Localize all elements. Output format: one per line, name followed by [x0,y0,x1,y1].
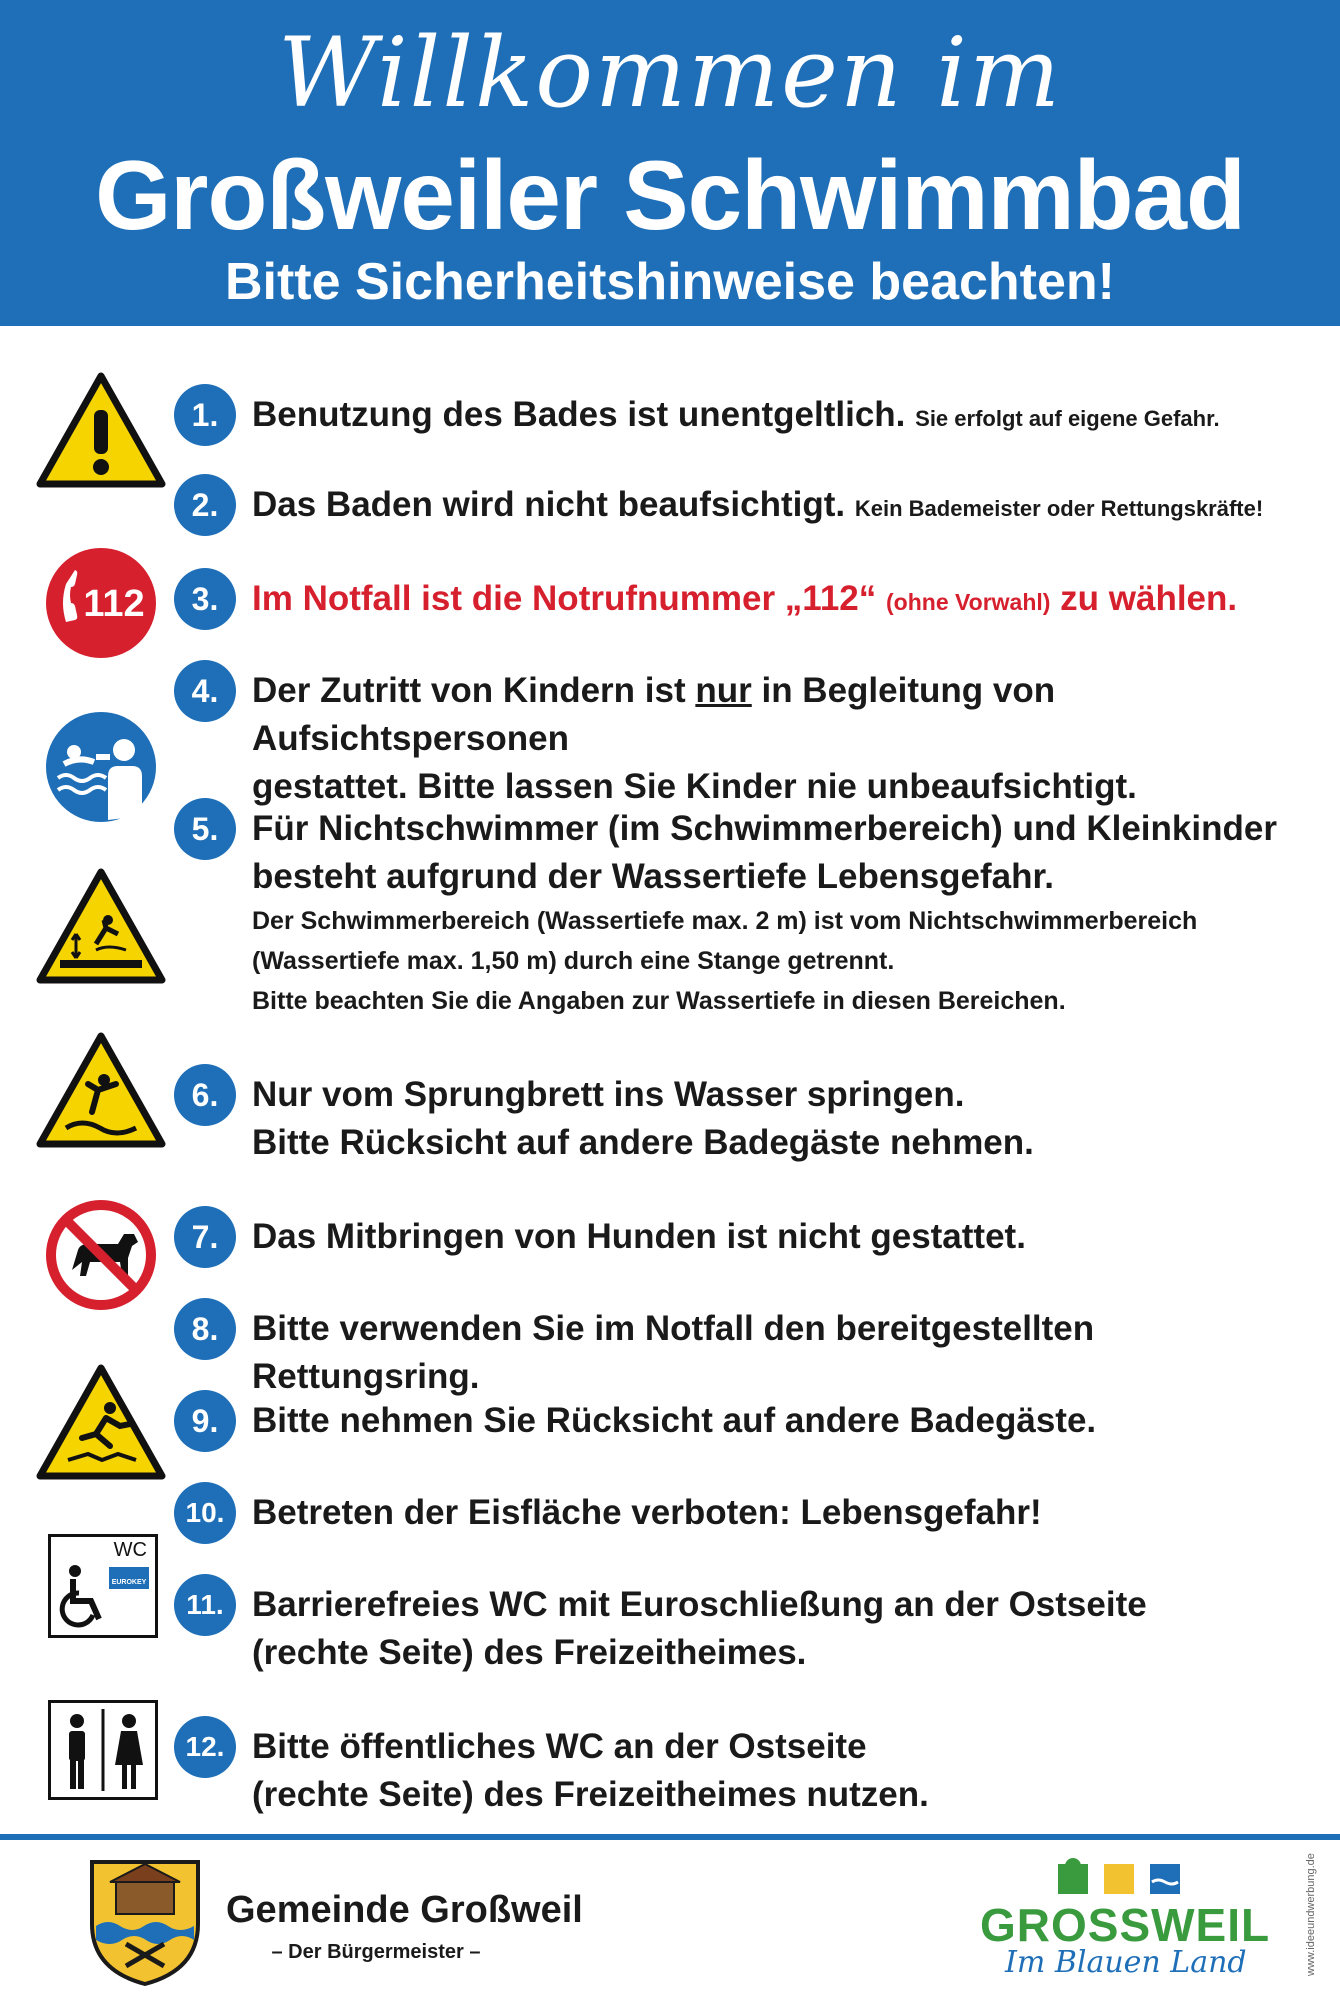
page-title: Großweiler Schwimmbad [95,140,1245,250]
mayor-label: – Der Bürgermeister – [271,1941,481,1963]
rule-number-badge: 4. [174,660,236,722]
rule-text: Für Nichtschwimmer (im Schwimmerbereich) und Kleinkinder besteht aufgrund der Wassertiefe Lebensgefahr. Der Schwimmerbereich (Wassertiefe max. 2 m) ist vom Nichtschwimmerbereich (Wassertiefe max. 1,50 m) durch eine Stange getrennt. Bitte beachten Sie die Angaben zur Wassertiefe in diesen Bereichen. [252,805,1322,1021]
rule-number-badge: 11. [174,1574,236,1636]
no-dogs-icon [44,1198,158,1312]
rule-text: Der Zutritt von Kindern ist nur in Begleitung von Aufsichtspersonen gestattet. Bitte lassen Sie Kinder nie unbeaufsichtigt. [252,671,1137,806]
rule-number-badge: 10. [174,1482,236,1544]
rule-number-badge: 3. [174,568,236,630]
rule-number-badge: 2. [174,474,236,536]
rule-number-badge: 6. [174,1064,236,1126]
welcome-script-title: Willkommen im [277,17,1062,129]
emergency-phone-icon [44,546,158,660]
diving-warning-icon [36,1032,166,1148]
emergency-rule-text: Im Notfall ist die Notrufnummer „112“ (ohne Vorwahl) zu wählen. [252,579,1238,618]
rule-text: Nur vom Sprungbrett ins Wasser springen. Bitte Rücksicht auf andere Badegäste nehmen. [252,1075,1034,1162]
rule-text: Das Mitbringen von Hunden ist nicht gestattet. [252,1217,1026,1256]
footer-divider [0,1834,1340,1840]
rule-text: Das Baden wird nicht beaufsichtigt. Kein Bademeister oder Rettungskräfte! [252,485,1264,524]
header-banner [0,0,1340,326]
town-logo-text: GROSSWEIL [980,1899,1271,1951]
coat-of-arms-icon [86,1856,204,1988]
child-supervision-icon [44,710,158,824]
general-warning-icon [36,372,166,488]
rule-note: Der Schwimmerbereich (Wassertiefe max. 2 m) ist vom Nichtschwimmerbereich [252,907,1198,935]
man-woman-toilet-icon [51,1703,155,1797]
slippery-fall-warning-icon [36,1364,166,1480]
rule-note: (Wassertiefe max. 1,50 m) durch eine Stange getrennt. [252,947,895,975]
public-wc-sign [48,1700,158,1800]
agency-credit: www.ideeundwerbung.de [1305,1853,1317,1977]
rule-text: Benutzung des Bades ist unentgeltlich. Sie erfolgt auf eigene Gefahr. [252,395,1220,434]
rule-text: Bitte öffentliches WC an der Ostseite (rechte Seite) des Freizeitheimes nutzen. [252,1727,929,1814]
water-depth-warning-icon [36,868,166,984]
rule-number-badge: 12. [174,1716,236,1778]
municipality-name: Gemeinde Großweil [226,1889,583,1931]
page-subtitle: Bitte Sicherheitshinweise beachten! [224,253,1116,311]
town-logo-tagline: Im Blauen Land [1005,1945,1247,1980]
rule-text: Barrierefreies WC mit Euroschließung an der Ostseite (rechte Seite) des Freizeitheimes. [252,1585,1147,1672]
wc-label: WC [113,1539,147,1561]
accessible-wc-sign [48,1534,158,1638]
rule-note: Bitte beachten Sie die Angaben zur Wassertiefe in diesen Bereichen. [252,987,1066,1015]
eurokey-label: EUROKEY [111,1579,147,1586]
rule-text: Bitte verwenden Sie im Notfall den bereitgestellten Rettungsring. [252,1309,1095,1396]
emergency-number-text: 112 [83,583,145,625]
rule-text: Betreten der Eisfläche verboten: Lebensgefahr! [252,1493,1042,1532]
rule-number-badge: 5. [174,798,236,860]
rule-number-badge: 7. [174,1206,236,1268]
wheelchair-icon [57,1563,113,1629]
eurokey-badge [109,1567,149,1589]
grossweil-logo-icons [1058,1856,1188,1896]
rule-text: Bitte nehmen Sie Rücksicht auf andere Badegäste. [252,1401,1097,1440]
rule-number-badge: 1. [174,384,236,446]
rule-number-badge: 8. [174,1298,236,1360]
rule-number-badge: 9. [174,1390,236,1452]
